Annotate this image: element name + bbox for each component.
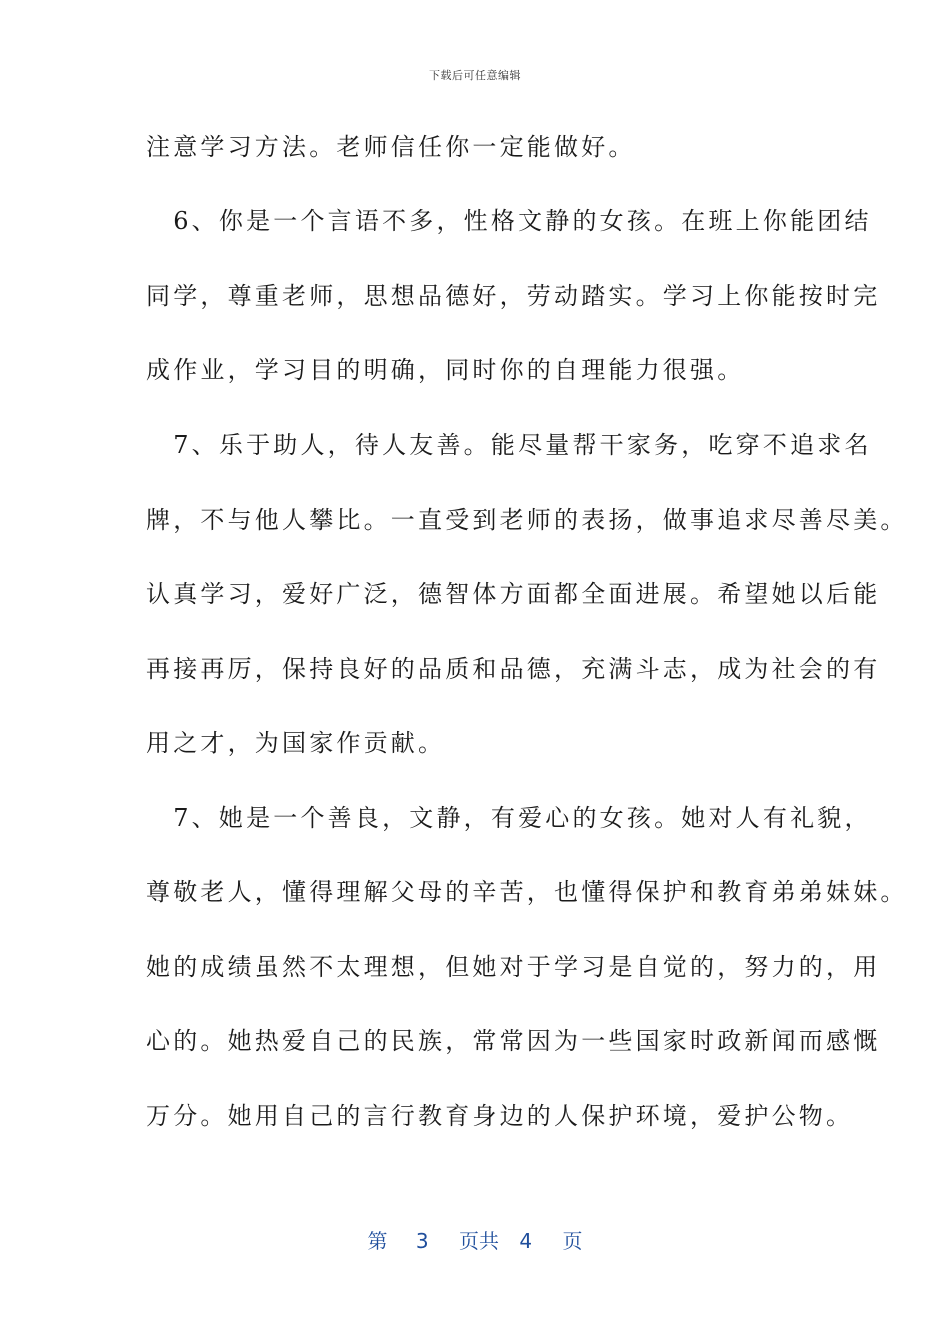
text-line: 成作业，学习目的明确，同时你的自理能力很强。: [146, 356, 745, 384]
text-line: 7、乐于助人，待人友善。能尽量帮干家务，吃穿不追求名: [146, 431, 872, 459]
footer-ye: 页: [562, 1229, 583, 1253]
text-line: 心的。她热爱自己的民族，常常因为一些国家时政新闻而感慨: [146, 1027, 881, 1055]
text-line: 万分。她用自己的言行教育身边的人保护环境，爱护公物。: [146, 1102, 854, 1130]
text-line: 同学，尊重老师，思想品德好，劳动踏实。学习上你能按时完: [146, 282, 881, 310]
total-page-number: 4: [519, 1229, 533, 1253]
page-footer: [0, 1225, 950, 1254]
footer-di: 第: [367, 1229, 388, 1253]
text-line: 7、她是一个善良，文静，有爱心的女孩。她对人有礼貌，: [146, 804, 872, 832]
page-header: 下载后可任意编辑: [429, 69, 521, 82]
text-line: 认真学习，爱好广泛，德智体方面都全面进展。希望她以后能: [146, 580, 881, 608]
text-line: 牌，不与他人攀比。一直受到老师的表扬，做事追求尽善尽美。: [146, 506, 908, 534]
text-line: 注意学习方法。老师信任你一定能做好。: [146, 133, 636, 161]
footer-ye-gong: 页共: [459, 1229, 499, 1253]
text-line: 尊敬老人，懂得理解父母的辛苦，也懂得保护和教育弟弟妹妹。: [146, 878, 908, 906]
text-line: 再接再厉，保持良好的品质和品德，充满斗志，成为社会的有: [146, 655, 881, 683]
text-line: 她的成绩虽然不太理想，但她对于学习是自觉的，努力的，用: [146, 953, 881, 981]
current-page-number: 3: [415, 1229, 429, 1253]
text-line: 用之才，为国家作贡献。: [146, 729, 446, 757]
text-line: 6、你是一个言语不多，性格文静的女孩。在班上你能团结: [146, 207, 872, 235]
